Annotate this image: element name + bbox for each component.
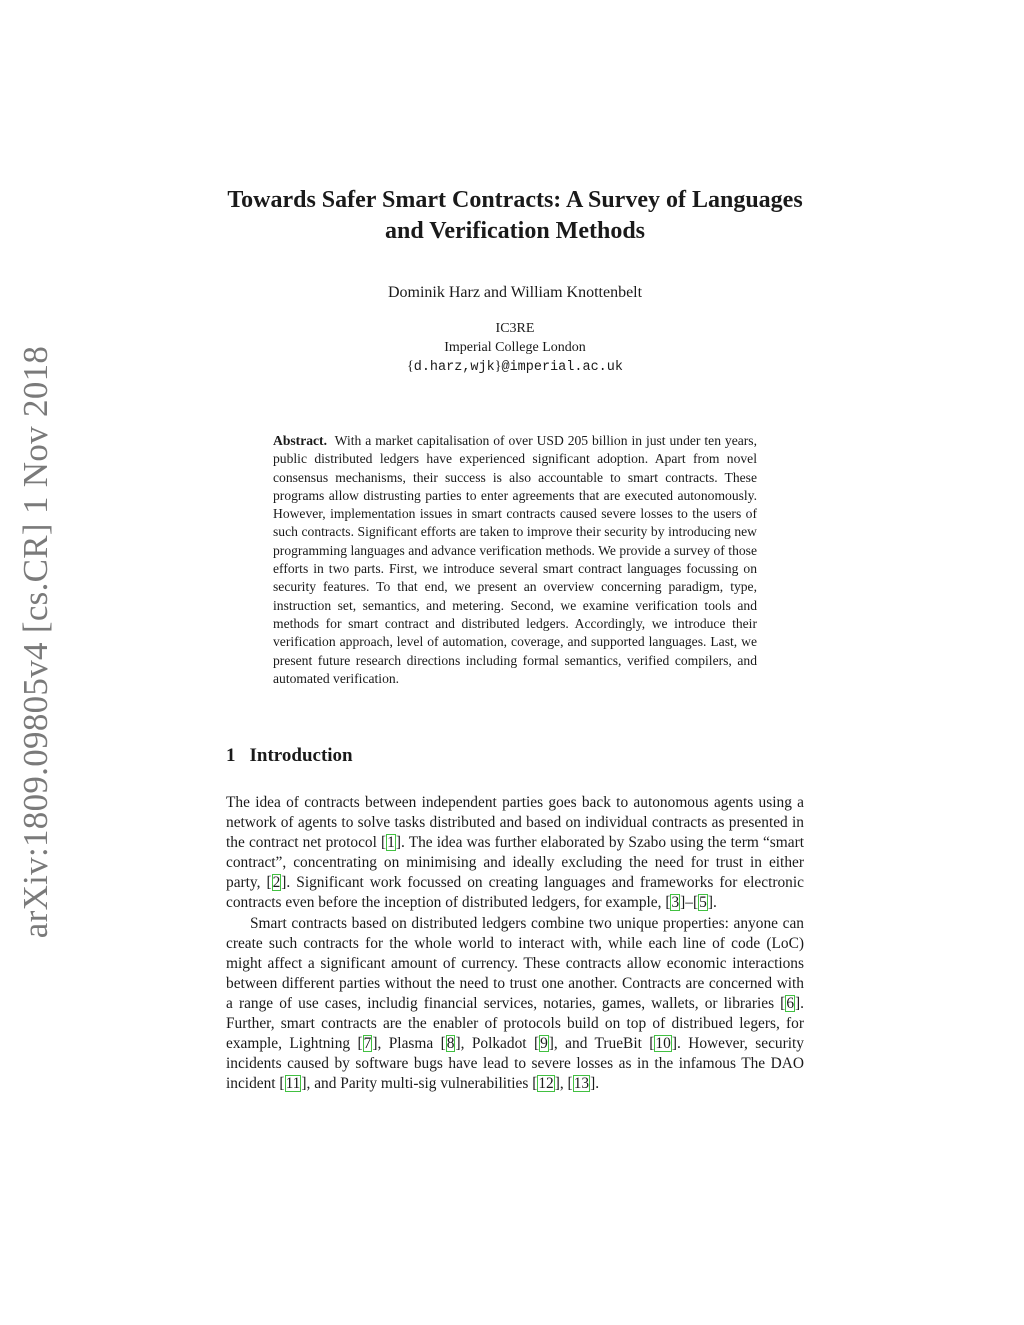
paragraph-text: ].	[707, 894, 717, 912]
paragraph-text: ], and TrueBit [	[548, 1035, 655, 1053]
section-heading-introduction	[226, 745, 353, 767]
arxiv-identifier-stamp	[14, 345, 58, 939]
title-line-2: and Verification Methods	[384, 218, 645, 244]
author-emails	[200, 357, 830, 377]
affiliation-block	[200, 319, 830, 377]
citation-link[interactable]: 8	[446, 1035, 455, 1053]
paragraph-text: ], Polkadot [	[455, 1035, 540, 1053]
email-brace-open: {	[406, 359, 414, 374]
paragraph-text: Smart contracts based on distributed ledgers combine two unique properties: anyone can create such contracts for the whole world to interact with, while each line of code (LoC) might affect a significant amount of currency. These contracts allow economic interactions between different parties without the need to trust one another. Contracts are concerned with a range of use cases, includig financial services, notaries, games, wallets, or libraries [	[226, 914, 804, 1012]
paragraph-text: ]. Further, smart contracts are the enabler of protocols build on top of distribued legers, for example, Lightning [	[226, 994, 804, 1053]
paragraph-2	[226, 914, 804, 1095]
citation-link[interactable]: 1	[387, 834, 395, 852]
citation-link[interactable]: 3	[671, 894, 680, 912]
email-brace-close: }	[494, 359, 502, 374]
citation-link[interactable]: 2	[272, 874, 281, 892]
email-domain: @imperial.ac.uk	[501, 360, 623, 375]
affiliation-group: IC3RE	[495, 321, 535, 336]
paragraph-text: ], Plasma [	[372, 1035, 446, 1053]
section-title: Introduction	[249, 745, 353, 766]
paragraph-text: ].	[590, 1075, 600, 1093]
introduction-body	[226, 793, 804, 1094]
email-users: d.harz,wjk	[413, 360, 495, 375]
section-number: 1	[226, 745, 236, 766]
title-line-1: Towards Safer Smart Contracts: A Survey of Languages	[227, 187, 803, 213]
paragraph-text: ]. Significant work focussed on creating languages and frameworks for electronic contracts even before the inception of distributed ledgers, for example, [	[226, 874, 804, 912]
arxiv-identifier-text: arXiv:1809.09805v4 [cs.CR] 1 Nov 2018	[16, 345, 56, 939]
abstract-label: Abstract.	[273, 433, 327, 448]
citation-link[interactable]: 12	[538, 1075, 554, 1093]
citation-link[interactable]: 10	[655, 1035, 671, 1053]
affiliation-institution: Imperial College London	[444, 340, 586, 355]
paragraph-text: ]. The idea was further elaborated by Szabo using the term “smart contract”, concentrating on minimising and ideally excluding the need for trust in either party, [	[226, 834, 804, 892]
paragraph-text: ]–[	[680, 894, 699, 912]
citation-link[interactable]: 11	[285, 1075, 301, 1093]
paragraph-text: ]. However, security incidents caused by software bugs have lead to severe losses as in the infamous The DAO incident [	[226, 1035, 804, 1093]
citation-link[interactable]: 13	[573, 1075, 590, 1093]
citation-link[interactable]: 7	[363, 1035, 372, 1053]
paragraph-text: ], and Parity multi-sig vulnerabilities [	[301, 1075, 538, 1093]
paragraph-text: ], [	[554, 1075, 573, 1093]
paragraph-text: The idea of contracts between independent parties goes back to autonomous agents using a network of agents to solve tasks distributed and based on individual contracts as presented in the contract net protocol [	[226, 794, 804, 852]
paragraph-1	[226, 793, 804, 914]
citation-link[interactable]: 6	[786, 994, 795, 1012]
citation-link[interactable]: 9	[540, 1035, 548, 1053]
abstract	[273, 432, 757, 688]
abstract-text: With a market capitalisation of over USD 205 billion in just under ten years, public distributed ledgers have experienced significant adoption. Apart from novel consensus mechanisms, their success is also accountable to smart contracts. These programs allow distrusting parties to enter agreements that are executed autonomously. However, implementation issues in smart contracts caused severe losses to the users of such contracts. Significant efforts are taken to improve their security by introducing new programming languages and advance verification methods. We provide a survey of those efforts in two parts. First, we introduce several smart contract languages focussing on security features. To that end, we present an overview concerning paradigm, type, instruction set, semantics, and metering. Second, we examine verification tools and methods for smart contract and distributed ledgers. Accordingly, we introduce their verification approach, level of automation, coverage, and supported languages. Last, we present future research directions including formal semantics, verified compilers, and automated verification.	[273, 433, 757, 686]
author-list: Dominik Harz and William Knottenbelt	[387, 284, 643, 301]
paper-title	[200, 185, 830, 247]
citation-link[interactable]: 5	[699, 894, 707, 912]
